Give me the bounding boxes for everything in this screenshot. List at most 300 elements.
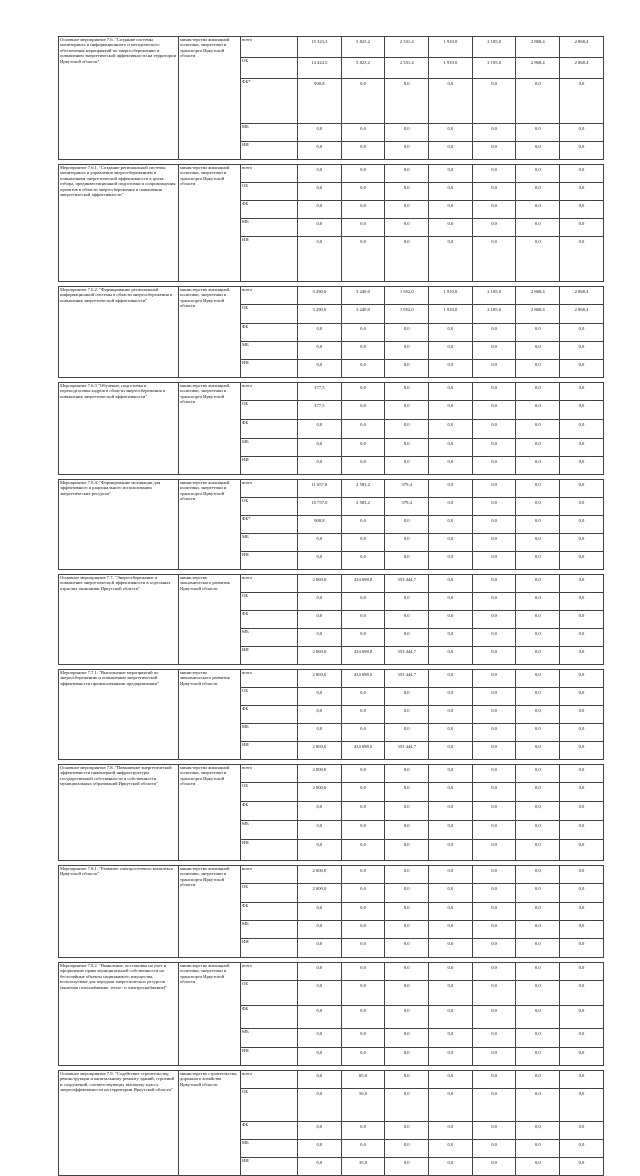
value-cell: 0,0 bbox=[516, 237, 560, 282]
value-cell: 0,0 bbox=[429, 1140, 473, 1158]
value-cell: 0,0 bbox=[385, 783, 429, 802]
value-cell: 0,0 bbox=[560, 939, 604, 958]
value-cell: 2 868,4 bbox=[560, 305, 604, 324]
funding-source-cell: МБ bbox=[241, 124, 298, 142]
value-cell: 0,0 bbox=[516, 534, 560, 552]
value-cell: 2 000,0 bbox=[298, 783, 342, 802]
value-cell: 0,0 bbox=[560, 742, 604, 760]
value-cell: 0,0 bbox=[298, 1122, 342, 1140]
funding-source-cell: ИИ bbox=[241, 1048, 298, 1066]
value-cell: 0,0 bbox=[472, 593, 516, 611]
value-cell: 0,0 bbox=[516, 1140, 560, 1158]
value-cell: 0,0 bbox=[516, 1006, 560, 1029]
value-cell: 0,0 bbox=[429, 981, 473, 1006]
value-cell: 0,0 bbox=[341, 1048, 385, 1066]
funding-source-cell: ОБ bbox=[241, 593, 298, 611]
value-cell: 11 657,8 bbox=[298, 480, 342, 498]
value-cell: 0,0 bbox=[560, 124, 604, 142]
value-cell: 0,0 bbox=[516, 840, 560, 861]
value-cell: 0,0 bbox=[385, 457, 429, 475]
value-cell: 2 868,4 bbox=[560, 287, 604, 305]
value-cell: 0,0 bbox=[341, 688, 385, 706]
value-cell: 900,8 bbox=[298, 79, 342, 124]
value-cell: 0,0 bbox=[560, 1071, 604, 1089]
value-cell: 0,0 bbox=[472, 629, 516, 647]
value-cell: 0,0 bbox=[516, 201, 560, 219]
value-cell: 0,0 bbox=[298, 439, 342, 457]
value-cell: 0,0 bbox=[385, 552, 429, 570]
value-cell: 0,0 bbox=[385, 201, 429, 219]
value-cell: 0,0 bbox=[385, 963, 429, 981]
value-cell: 0,0 bbox=[516, 1048, 560, 1066]
value-cell: 1 952,0 bbox=[385, 287, 429, 305]
value-cell: 3 290,0 bbox=[298, 287, 342, 305]
value-cell: 0,0 bbox=[560, 480, 604, 498]
value-cell: 0,0 bbox=[341, 724, 385, 742]
value-cell: 0,0 bbox=[341, 237, 385, 282]
value-cell: 10 757,0 bbox=[298, 498, 342, 516]
value-cell: 0,0 bbox=[560, 142, 604, 160]
value-cell: 0,0 bbox=[385, 534, 429, 552]
value-cell: 0,0 bbox=[298, 1089, 342, 1122]
value-cell: 0,0 bbox=[472, 840, 516, 861]
value-cell: 0,0 bbox=[298, 219, 342, 237]
value-cell: 0,0 bbox=[516, 165, 560, 183]
funding-source-cell: ФБ bbox=[241, 706, 298, 724]
executor-cell: министерство жилищной политики, энергетики и транспорта Иркутской области bbox=[179, 383, 241, 475]
funding-source-cell: всего bbox=[241, 963, 298, 981]
value-cell: 0,0 bbox=[516, 457, 560, 475]
value-cell: 0,0 bbox=[472, 1122, 516, 1140]
value-cell: 0,0 bbox=[560, 79, 604, 124]
value-cell: 0,0 bbox=[516, 439, 560, 457]
funding-source-cell: ОБ bbox=[241, 58, 298, 79]
activity-name-cell: Основное мероприятие 7.6. "Создание системы мониторинга и информационного и методического обеспечения мероприятий по энергосбережению и повышению энергетической эффективности на территории Иркутской области" bbox=[59, 37, 179, 160]
executor-cell: министерство жилищной политики, энергетики и транспорта Иркутской области bbox=[179, 963, 241, 1066]
funding-source-cell: ИИ bbox=[241, 742, 298, 760]
value-cell: 0,0 bbox=[472, 219, 516, 237]
funding-source-cell: всего bbox=[241, 37, 298, 58]
funding-source-cell: ФБ bbox=[241, 420, 298, 439]
value-cell: 1 910,0 bbox=[429, 58, 473, 79]
value-cell: 2 185,0 bbox=[472, 58, 516, 79]
value-cell: 0,0 bbox=[341, 420, 385, 439]
value-cell: 0,0 bbox=[472, 884, 516, 903]
funding-source-cell: ИИ bbox=[241, 939, 298, 958]
value-cell: 0,0 bbox=[298, 1048, 342, 1066]
value-cell: 2 185,0 bbox=[472, 305, 516, 324]
value-cell: 1 952,0 bbox=[385, 305, 429, 324]
value-cell: 377,5 bbox=[298, 401, 342, 420]
value-cell: 0,0 bbox=[560, 552, 604, 570]
value-cell: 0,0 bbox=[429, 480, 473, 498]
value-cell: 0,0 bbox=[516, 552, 560, 570]
value-cell: 2 583,2 bbox=[341, 480, 385, 498]
value-cell: 0,0 bbox=[560, 840, 604, 861]
value-cell: 0,0 bbox=[472, 981, 516, 1006]
value-cell: 0,0 bbox=[472, 765, 516, 783]
value-cell: 0,0 bbox=[385, 79, 429, 124]
value-cell: 0,0 bbox=[516, 383, 560, 401]
value-cell: 2 185,0 bbox=[472, 287, 516, 305]
value-cell: 0,0 bbox=[472, 903, 516, 921]
value-cell: 0,0 bbox=[429, 360, 473, 378]
value-cell: 0,0 bbox=[341, 401, 385, 420]
value-cell: 5 823,2 bbox=[341, 37, 385, 58]
value-cell: 0,0 bbox=[341, 516, 385, 534]
value-cell: 0,0 bbox=[560, 783, 604, 802]
value-cell: 0,0 bbox=[341, 360, 385, 378]
value-cell: 0,0 bbox=[429, 201, 473, 219]
activity-name-cell: Основное мероприятие 7.8. "Повышение энергетической эффективности инженерной инфраструктуры государственной собственности и собственности муниципальных образований Иркутской области" bbox=[59, 765, 179, 861]
value-cell: 0,0 bbox=[298, 552, 342, 570]
value-cell: 0,0 bbox=[560, 706, 604, 724]
executor-cell: министерство жилищной политики, энергетики и транспорта Иркутской области bbox=[179, 866, 241, 958]
value-cell: 0,0 bbox=[429, 420, 473, 439]
funding-source-cell: всего bbox=[241, 165, 298, 183]
value-cell: 0,0 bbox=[472, 401, 516, 420]
value-cell: 0,0 bbox=[341, 124, 385, 142]
funding-source-cell: ФБ bbox=[241, 903, 298, 921]
value-cell: 0,0 bbox=[341, 534, 385, 552]
value-cell: 0,0 bbox=[385, 706, 429, 724]
value-cell: 0,0 bbox=[341, 921, 385, 939]
activity-name-cell: Мероприятие 7.8.1. "Развитие электросетевого комплекса Иркутской области" bbox=[59, 866, 179, 958]
value-cell: 0,0 bbox=[516, 939, 560, 958]
value-cell: 0,0 bbox=[429, 866, 473, 884]
value-cell: 353 444,7 bbox=[385, 647, 429, 665]
value-cell: 0,0 bbox=[472, 124, 516, 142]
value-cell: 0,0 bbox=[560, 629, 604, 647]
value-cell: 0,0 bbox=[341, 79, 385, 124]
value-cell: 0,0 bbox=[298, 124, 342, 142]
value-cell: 434 698,0 bbox=[341, 575, 385, 593]
value-cell: 0,0 bbox=[385, 342, 429, 360]
executor-cell: министерство строительства, дорожного хозяйства Иркутской области bbox=[179, 1071, 241, 1176]
value-cell: 0,0 bbox=[341, 1140, 385, 1158]
value-cell: 0,0 bbox=[429, 1006, 473, 1029]
value-cell: 0,0 bbox=[341, 383, 385, 401]
value-cell: 0,0 bbox=[516, 219, 560, 237]
value-cell: 0,0 bbox=[429, 383, 473, 401]
value-cell: 377,5 bbox=[298, 383, 342, 401]
budget-table-body bbox=[59, 37, 604, 1176]
value-cell: 0,0 bbox=[341, 821, 385, 840]
value-cell: 0,0 bbox=[560, 516, 604, 534]
value-cell: 2 868,4 bbox=[516, 37, 560, 58]
funding-source-cell: ФБ* bbox=[241, 516, 298, 534]
funding-source-cell: всего bbox=[241, 287, 298, 305]
value-cell: 0,0 bbox=[516, 629, 560, 647]
value-cell: 0,0 bbox=[516, 765, 560, 783]
value-cell: 0,0 bbox=[472, 783, 516, 802]
value-cell: 0,0 bbox=[341, 201, 385, 219]
value-cell: 0,0 bbox=[298, 981, 342, 1006]
funding-source-cell: ИИ bbox=[241, 237, 298, 282]
value-cell: 0,0 bbox=[429, 1029, 473, 1048]
value-cell: 0,0 bbox=[385, 1140, 429, 1158]
value-cell: 0,0 bbox=[385, 629, 429, 647]
activity-name-cell: Основное мероприятие 7.7. "Энергосбережение и повышение энергетической эффективности в отдельных отраслях экономики Иркутской области" bbox=[59, 575, 179, 665]
value-cell: 0,0 bbox=[429, 1089, 473, 1122]
value-cell: 0,0 bbox=[341, 1006, 385, 1029]
value-cell: 0,0 bbox=[560, 981, 604, 1006]
activity-name-cell: Мероприятие 7.6.1. "Создание региональной системы мониторинга и управления энергосбережением и повышением энергетической эффективности в целях отбора, прединвестиционной подготовки и сопровождения проектов в области энергосбережения и повышения энергетической эффективности" bbox=[59, 165, 179, 282]
value-cell: 0,0 bbox=[516, 79, 560, 124]
budget-table-document bbox=[58, 36, 603, 1176]
value-cell: 0,0 bbox=[516, 516, 560, 534]
value-cell: 0,0 bbox=[472, 237, 516, 282]
value-cell: 0,0 bbox=[560, 821, 604, 840]
value-cell: 0,0 bbox=[385, 802, 429, 821]
table-row bbox=[59, 480, 604, 498]
value-cell: 1 910,0 bbox=[429, 37, 473, 58]
value-cell: 0,0 bbox=[341, 939, 385, 958]
funding-source-cell: ФБ bbox=[241, 201, 298, 219]
value-cell: 900,8 bbox=[298, 516, 342, 534]
value-cell: 0,0 bbox=[429, 439, 473, 457]
funding-source-cell: ФБ bbox=[241, 1006, 298, 1029]
value-cell: 0,0 bbox=[516, 724, 560, 742]
value-cell: 0,0 bbox=[429, 742, 473, 760]
funding-source-cell: всего bbox=[241, 575, 298, 593]
value-cell: 0,0 bbox=[385, 884, 429, 903]
value-cell: 0,0 bbox=[516, 124, 560, 142]
value-cell: 0,0 bbox=[298, 840, 342, 861]
value-cell: 0,0 bbox=[341, 903, 385, 921]
value-cell: 0,0 bbox=[516, 921, 560, 939]
value-cell: 0,0 bbox=[560, 324, 604, 342]
value-cell: 0,0 bbox=[472, 1029, 516, 1048]
value-cell: 0,0 bbox=[516, 401, 560, 420]
value-cell: 14 424,5 bbox=[298, 58, 342, 79]
value-cell: 0,0 bbox=[429, 142, 473, 160]
table-row bbox=[59, 963, 604, 981]
value-cell: 0,0 bbox=[516, 324, 560, 342]
value-cell: 0,0 bbox=[341, 552, 385, 570]
table-row bbox=[59, 866, 604, 884]
activity-name-cell: Мероприятие 7.6.4. "Формирование мотивации для эффективного и рационального использования энергетических ресурсов" bbox=[59, 480, 179, 570]
value-cell: 0,0 bbox=[472, 516, 516, 534]
activity-name-cell: Мероприятие 7.6.2. "Формирование региональной информационной системы в области энергосбережения и повышения энергетической эффективности" bbox=[59, 287, 179, 378]
value-cell: 0,0 bbox=[341, 324, 385, 342]
value-cell: 0,0 bbox=[429, 457, 473, 475]
value-cell: 0,0 bbox=[560, 498, 604, 516]
executor-cell: министерство экономического развития Иркутской области bbox=[179, 575, 241, 665]
value-cell: 0,0 bbox=[429, 324, 473, 342]
value-cell: 0,0 bbox=[341, 439, 385, 457]
value-cell: 0,0 bbox=[560, 1158, 604, 1176]
value-cell: 0,0 bbox=[298, 324, 342, 342]
funding-source-cell: ОБ bbox=[241, 498, 298, 516]
value-cell: 0,0 bbox=[516, 742, 560, 760]
value-cell: 0,0 bbox=[298, 1158, 342, 1176]
value-cell: 0,0 bbox=[298, 237, 342, 282]
funding-source-cell: ОБ bbox=[241, 401, 298, 420]
activity-name-cell: Мероприятие 7.6.3 "Обучение, подготовка и переподготовка кадров в области энергосбережения и повышения энергетической эффективности" bbox=[59, 383, 179, 475]
value-cell: 0,0 bbox=[298, 142, 342, 160]
value-cell: 0,0 bbox=[341, 706, 385, 724]
executor-cell: министерство экономического развития Иркутской области bbox=[179, 670, 241, 760]
value-cell: 0,0 bbox=[385, 840, 429, 861]
funding-source-cell: всего bbox=[241, 383, 298, 401]
value-cell: 0,0 bbox=[341, 783, 385, 802]
value-cell: 0,0 bbox=[385, 821, 429, 840]
value-cell: 0,0 bbox=[560, 802, 604, 821]
value-cell: 0,0 bbox=[516, 480, 560, 498]
value-cell: 0,0 bbox=[341, 457, 385, 475]
value-cell: 85,0 bbox=[341, 1071, 385, 1089]
value-cell: 0,0 bbox=[429, 575, 473, 593]
value-cell: 2 868,4 bbox=[516, 287, 560, 305]
value-cell: 0,0 bbox=[472, 534, 516, 552]
value-cell: 0,0 bbox=[560, 439, 604, 457]
value-cell: 0,0 bbox=[429, 124, 473, 142]
funding-source-cell: ОБ bbox=[241, 183, 298, 201]
table-row bbox=[59, 1071, 604, 1089]
funding-source-cell: МБ bbox=[241, 219, 298, 237]
value-cell: 0,0 bbox=[560, 611, 604, 629]
value-cell: 0,0 bbox=[341, 981, 385, 1006]
value-cell: 0,0 bbox=[298, 534, 342, 552]
value-cell: 0,0 bbox=[472, 457, 516, 475]
value-cell: 0,0 bbox=[472, 142, 516, 160]
value-cell: 0,0 bbox=[429, 79, 473, 124]
value-cell: 0,0 bbox=[472, 420, 516, 439]
value-cell: 0,0 bbox=[298, 903, 342, 921]
value-cell: 0,0 bbox=[560, 420, 604, 439]
value-cell: 0,0 bbox=[472, 802, 516, 821]
value-cell: 0,0 bbox=[472, 921, 516, 939]
funding-source-cell: ФБ bbox=[241, 1122, 298, 1140]
value-cell: 353 444,7 bbox=[385, 575, 429, 593]
executor-cell: министерство жилищной политики, энергетики и транспорта Иркутской области bbox=[179, 765, 241, 861]
value-cell: 0,0 bbox=[429, 165, 473, 183]
value-cell: 0,0 bbox=[385, 688, 429, 706]
value-cell: 0,0 bbox=[560, 575, 604, 593]
value-cell: 0,0 bbox=[516, 688, 560, 706]
value-cell: 0,0 bbox=[385, 383, 429, 401]
value-cell: 0,0 bbox=[472, 724, 516, 742]
value-cell: 2 000,0 bbox=[298, 866, 342, 884]
value-cell: 3 240,0 bbox=[341, 305, 385, 324]
funding-source-cell: МБ bbox=[241, 1140, 298, 1158]
value-cell: 0,0 bbox=[341, 963, 385, 981]
value-cell: 0,0 bbox=[472, 498, 516, 516]
value-cell: 0,0 bbox=[429, 1048, 473, 1066]
value-cell: 0,0 bbox=[516, 1071, 560, 1089]
value-cell: 0,0 bbox=[341, 802, 385, 821]
value-cell: 0,0 bbox=[560, 688, 604, 706]
value-cell: 0,0 bbox=[429, 724, 473, 742]
table-row bbox=[59, 575, 604, 593]
activity-name-cell: Мероприятие 7.8.2. "Выявление, постановка на учет и оформление права муниципальной собственности на бесхозяйные объекты недвижимого имущества, используемые для передачи энергетических ресурсов (включая газоснабжение, тепло- и электроснабжение)" bbox=[59, 963, 179, 1066]
funding-source-cell: ИИ bbox=[241, 142, 298, 160]
value-cell: 2 868,4 bbox=[516, 58, 560, 79]
value-cell: 0,0 bbox=[560, 534, 604, 552]
value-cell: 0,0 bbox=[429, 821, 473, 840]
executor-cell: министерство жилищной политики, энергетики и транспорта Иркутской области bbox=[179, 480, 241, 570]
funding-source-cell: ФБ bbox=[241, 802, 298, 821]
table-row bbox=[59, 37, 604, 58]
value-cell: 379,4 bbox=[385, 498, 429, 516]
value-cell: 0,0 bbox=[560, 921, 604, 939]
value-cell: 0,0 bbox=[385, 1048, 429, 1066]
funding-source-cell: МБ bbox=[241, 342, 298, 360]
value-cell: 0,0 bbox=[298, 1006, 342, 1029]
value-cell: 0,0 bbox=[516, 142, 560, 160]
value-cell: 35,0 bbox=[341, 1158, 385, 1176]
value-cell: 0,0 bbox=[560, 401, 604, 420]
value-cell: 353 444,7 bbox=[385, 670, 429, 688]
value-cell: 15 323,3 bbox=[298, 37, 342, 58]
value-cell: 0,0 bbox=[516, 342, 560, 360]
value-cell: 0,0 bbox=[385, 765, 429, 783]
value-cell: 0,0 bbox=[472, 165, 516, 183]
table-row bbox=[59, 670, 604, 688]
value-cell: 0,0 bbox=[472, 383, 516, 401]
value-cell: 0,0 bbox=[472, 706, 516, 724]
table-row bbox=[59, 765, 604, 783]
value-cell: 0,0 bbox=[385, 1089, 429, 1122]
value-cell: 0,0 bbox=[429, 647, 473, 665]
value-cell: 0,0 bbox=[429, 593, 473, 611]
value-cell: 0,0 bbox=[560, 647, 604, 665]
value-cell: 0,0 bbox=[341, 884, 385, 903]
value-cell: 0,0 bbox=[429, 670, 473, 688]
value-cell: 0,0 bbox=[516, 1029, 560, 1048]
funding-source-cell: ИИ bbox=[241, 457, 298, 475]
funding-source-cell: МБ bbox=[241, 1029, 298, 1048]
value-cell: 1 910,0 bbox=[429, 305, 473, 324]
value-cell: 2 869,0 bbox=[298, 647, 342, 665]
value-cell: 0,0 bbox=[429, 516, 473, 534]
value-cell: 0,0 bbox=[472, 1006, 516, 1029]
funding-source-cell: МБ bbox=[241, 439, 298, 457]
executor-cell: министерство жилищной политики, энергетики и транспорта Иркутской области bbox=[179, 287, 241, 378]
funding-source-cell: ИИ bbox=[241, 552, 298, 570]
value-cell: 0,0 bbox=[341, 183, 385, 201]
funding-source-cell: всего bbox=[241, 670, 298, 688]
value-cell: 0,0 bbox=[560, 670, 604, 688]
value-cell: 0,0 bbox=[429, 237, 473, 282]
value-cell: 0,0 bbox=[429, 688, 473, 706]
value-cell: 0,0 bbox=[472, 1158, 516, 1176]
value-cell: 0,0 bbox=[472, 79, 516, 124]
value-cell: 3 290,0 bbox=[298, 305, 342, 324]
value-cell: 0,0 bbox=[298, 611, 342, 629]
value-cell: 434 698,0 bbox=[341, 647, 385, 665]
value-cell: 0,0 bbox=[472, 1089, 516, 1122]
value-cell: 0,0 bbox=[385, 1122, 429, 1140]
value-cell: 0,0 bbox=[560, 724, 604, 742]
value-cell: 0,0 bbox=[560, 1006, 604, 1029]
value-cell: 0,0 bbox=[429, 1122, 473, 1140]
value-cell: 0,0 bbox=[429, 498, 473, 516]
value-cell: 0,0 bbox=[429, 840, 473, 861]
value-cell: 0,0 bbox=[385, 183, 429, 201]
value-cell: 0,0 bbox=[298, 360, 342, 378]
value-cell: 0,0 bbox=[472, 647, 516, 665]
value-cell: 0,0 bbox=[472, 821, 516, 840]
value-cell: 0,0 bbox=[341, 629, 385, 647]
value-cell: 0,0 bbox=[385, 219, 429, 237]
value-cell: 0,0 bbox=[385, 360, 429, 378]
funding-source-cell: ИИ bbox=[241, 840, 298, 861]
funding-source-cell: ОБ bbox=[241, 884, 298, 903]
value-cell: 0,0 bbox=[560, 201, 604, 219]
value-cell: 0,0 bbox=[560, 183, 604, 201]
